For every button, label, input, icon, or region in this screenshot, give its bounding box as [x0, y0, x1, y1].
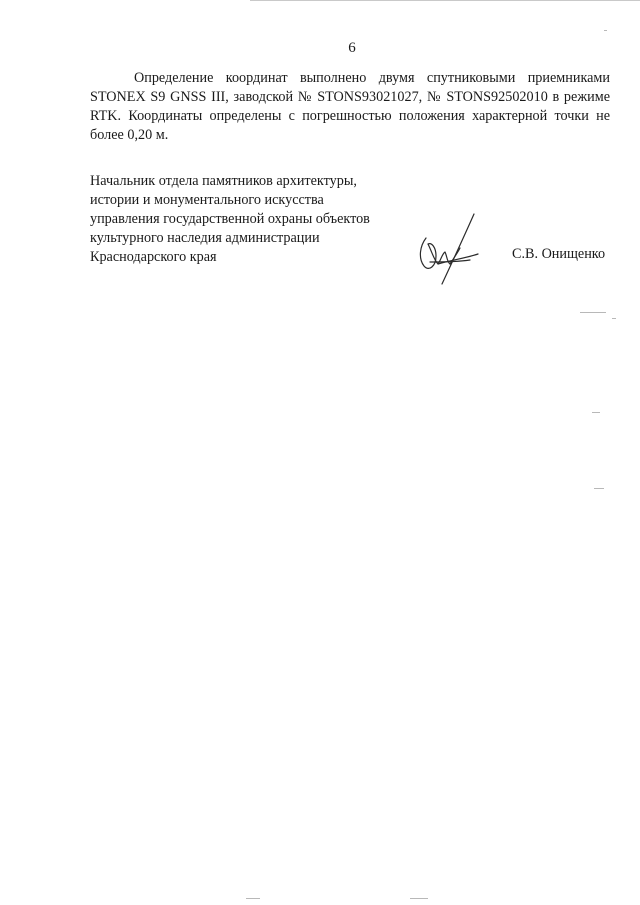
- position-line: управления государственной охраны объектов: [90, 211, 370, 227]
- signer-name: С.В. Онищенко: [512, 246, 606, 262]
- scan-artifact: [592, 412, 600, 413]
- scan-artifact: [580, 312, 606, 313]
- position-line: Начальник отдела памятников архитектуры,: [90, 173, 357, 189]
- scan-artifact: [410, 898, 428, 899]
- scan-top-edge: [250, 0, 640, 4]
- signatory-position: [90, 172, 410, 267]
- scan-artifact: [246, 898, 260, 899]
- position-line: культурного наследия администрации: [90, 230, 320, 246]
- handwritten-signature: [412, 208, 492, 286]
- scan-artifact: [604, 30, 607, 31]
- scan-artifact: [612, 318, 616, 319]
- position-line: Краснодарского края: [90, 249, 217, 265]
- coordinates-paragraph: Определение координат выполнено двумя спутниковыми приемниками STONEX S9 GNSS III, заводской № STONS93021027, № STONS92502010 в режиме RTK. Координаты определены с погрешностью положения характерной точки не более 0,20 м.: [90, 70, 610, 143]
- position-line: истории и монументального искусства: [90, 192, 324, 208]
- scan-artifact: [594, 488, 604, 489]
- page-number: 6: [348, 40, 356, 56]
